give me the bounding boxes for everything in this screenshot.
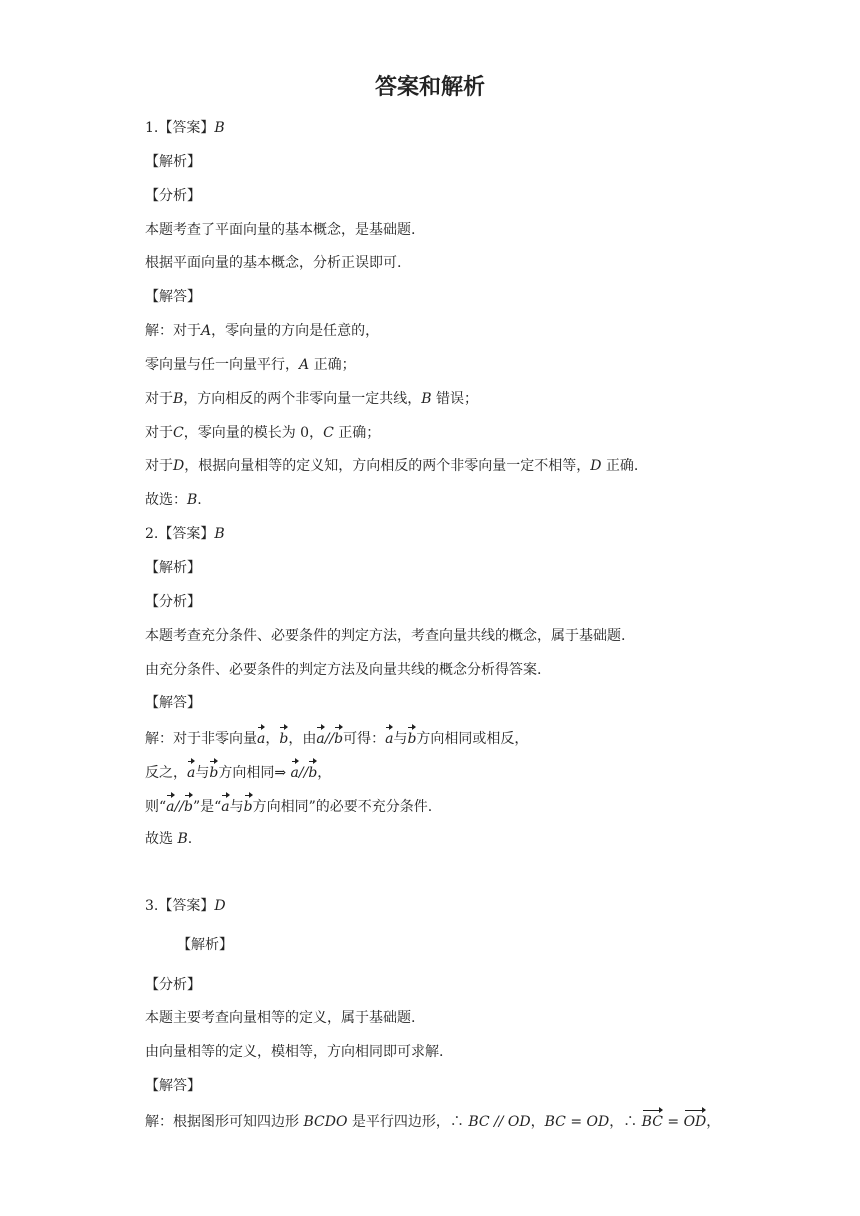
vector-a: a <box>257 727 265 749</box>
text: ， <box>706 1114 721 1130</box>
q2-analysis-heading: 【解析】 <box>145 560 201 576</box>
equals-sign: = <box>662 1114 684 1130</box>
vector-b: b <box>184 795 193 817</box>
text: 与 <box>229 799 244 815</box>
q2-conclusion-line <box>145 829 192 849</box>
text: 对于 <box>145 391 173 407</box>
text: . <box>187 831 193 847</box>
text: 错误； <box>436 391 479 407</box>
q1-jieda-heading: 【解答】 <box>145 289 201 305</box>
parallel-symbol: // <box>324 731 335 747</box>
q2-fenxi-heading: 【分析】 <box>145 594 201 610</box>
option-letter: B <box>177 831 188 847</box>
text: ， <box>265 731 280 747</box>
math-expression: BC = OD <box>544 1114 610 1130</box>
text: ，∴ <box>609 1114 642 1130</box>
option-letter: A <box>201 323 212 339</box>
option-letter: A <box>299 357 310 373</box>
vector-b: b <box>279 727 288 749</box>
answer-value: B <box>214 526 225 542</box>
vector-b: b <box>407 727 416 749</box>
text: 对于 <box>145 425 173 441</box>
text: 解：对于 <box>145 323 201 339</box>
text: ，由 <box>288 731 317 747</box>
quadrilateral-name: BCDO <box>303 1114 348 1130</box>
text: 故选 <box>145 831 178 847</box>
vector-b: b <box>209 761 218 783</box>
option-letter: D <box>590 458 602 474</box>
q2-solution-line-2 <box>145 761 331 783</box>
q3-solution-line-1 <box>145 1110 720 1132</box>
text: ，零向量的模长为 0， <box>183 425 324 441</box>
q1-analysis-heading: 【解析】 <box>145 154 201 170</box>
q2-answer-line <box>145 524 225 544</box>
text: 与 <box>195 765 210 781</box>
text: 对于 <box>145 458 173 474</box>
text: 故选： <box>145 492 187 508</box>
vector-b: b <box>244 795 253 817</box>
parallel-symbol: // <box>298 765 309 781</box>
vector-b: b <box>334 727 343 749</box>
q1-fenxi-line-1: 本题考查了平面向量的基本概念，是基础题. <box>145 222 416 238</box>
text: 方向相同⇒ <box>218 765 291 781</box>
q3-jieda-heading: 【解答】 <box>145 1078 201 1094</box>
text: ”是“ <box>192 799 222 815</box>
q3-fenxi-line-2: 由向量相等的定义，模相等，方向相同即可求解. <box>145 1044 444 1060</box>
text: ，根据向量相等的定义知，方向相反的两个非零向量一定不相等， <box>184 458 591 474</box>
text: 反之， <box>145 765 187 781</box>
q1-solution-line-1 <box>145 321 379 341</box>
page-title: 答案和解析 <box>374 75 485 100</box>
option-letter: C <box>323 425 334 441</box>
text: ，零向量的方向是任意的， <box>211 323 380 339</box>
text: ， <box>530 1114 545 1130</box>
vector-a: a <box>385 727 393 749</box>
q2-fenxi-line-2: 由充分条件、必要条件的判定方法及向量共线的概念分析得答案. <box>145 662 542 678</box>
answer-value: D <box>214 898 226 914</box>
vector-a: a <box>221 795 229 817</box>
text: 解：根据图形可知四边形 <box>145 1114 304 1130</box>
answer-label: 1.【答案】 <box>145 120 215 136</box>
q2-solution-line-1 <box>145 727 528 749</box>
q3-answer-line <box>145 896 226 916</box>
option-letter: B <box>421 391 432 407</box>
math-expression: BC // OD <box>468 1114 531 1130</box>
text: 正确； <box>338 425 381 441</box>
q1-fenxi-heading: 【分析】 <box>145 188 201 204</box>
text: 可得： <box>343 731 386 747</box>
option-letter: C <box>173 425 184 441</box>
answer-label: 2.【答案】 <box>145 526 215 542</box>
vector-od: OD <box>684 1110 707 1132</box>
text: 与 <box>393 731 408 747</box>
option-letter: B <box>173 391 184 407</box>
q2-solution-line-3 <box>145 795 432 817</box>
text: ，方向相反的两个非零向量一定共线， <box>183 391 422 407</box>
vector-a: a <box>166 795 174 817</box>
q1-solution-line-2 <box>145 355 356 375</box>
q3-analysis-heading: 【解析】 <box>177 937 233 953</box>
answer-label: 3.【答案】 <box>145 898 215 914</box>
text: 正确. <box>605 458 639 474</box>
text: . <box>197 492 202 508</box>
vector-a: a <box>187 761 195 783</box>
text: ， <box>317 765 332 781</box>
q1-fenxi-line-2: 根据平面向量的基本概念，分析正误即可. <box>145 255 402 271</box>
text: 方向相同或相反， <box>416 731 529 747</box>
text: 解：对于非零向量 <box>145 731 257 747</box>
text: 方向相同”的必要不充分条件. <box>252 799 433 815</box>
q1-solution-line-5 <box>145 456 638 476</box>
vector-a: a <box>291 761 299 783</box>
parallel-symbol: // <box>174 799 184 815</box>
q1-solution-line-4 <box>145 423 380 443</box>
option-letter: B <box>187 492 198 508</box>
q1-solution-line-3 <box>145 389 478 409</box>
text: 正确； <box>313 357 356 373</box>
q3-fenxi-line-1: 本题主要考查向量相等的定义，属于基础题. <box>145 1010 416 1026</box>
text: 则“ <box>145 799 167 815</box>
vector-bc: BC <box>642 1110 663 1132</box>
text: 零向量与任一向量平行， <box>145 357 299 373</box>
q2-fenxi-line-1: 本题考查充分条件、必要条件的判定方法，考查向量共线的概念，属于基础题. <box>145 628 626 644</box>
q3-fenxi-heading: 【分析】 <box>145 977 201 993</box>
answer-value: B <box>214 120 225 136</box>
q1-conclusion-line <box>145 490 202 510</box>
vector-b: b <box>308 761 317 783</box>
text: 是平行四边形，∴ <box>347 1114 469 1130</box>
option-letter: D <box>173 458 185 474</box>
q2-jieda-heading: 【解答】 <box>145 695 201 711</box>
vector-a: a <box>316 727 324 749</box>
q1-answer-line <box>145 118 225 138</box>
